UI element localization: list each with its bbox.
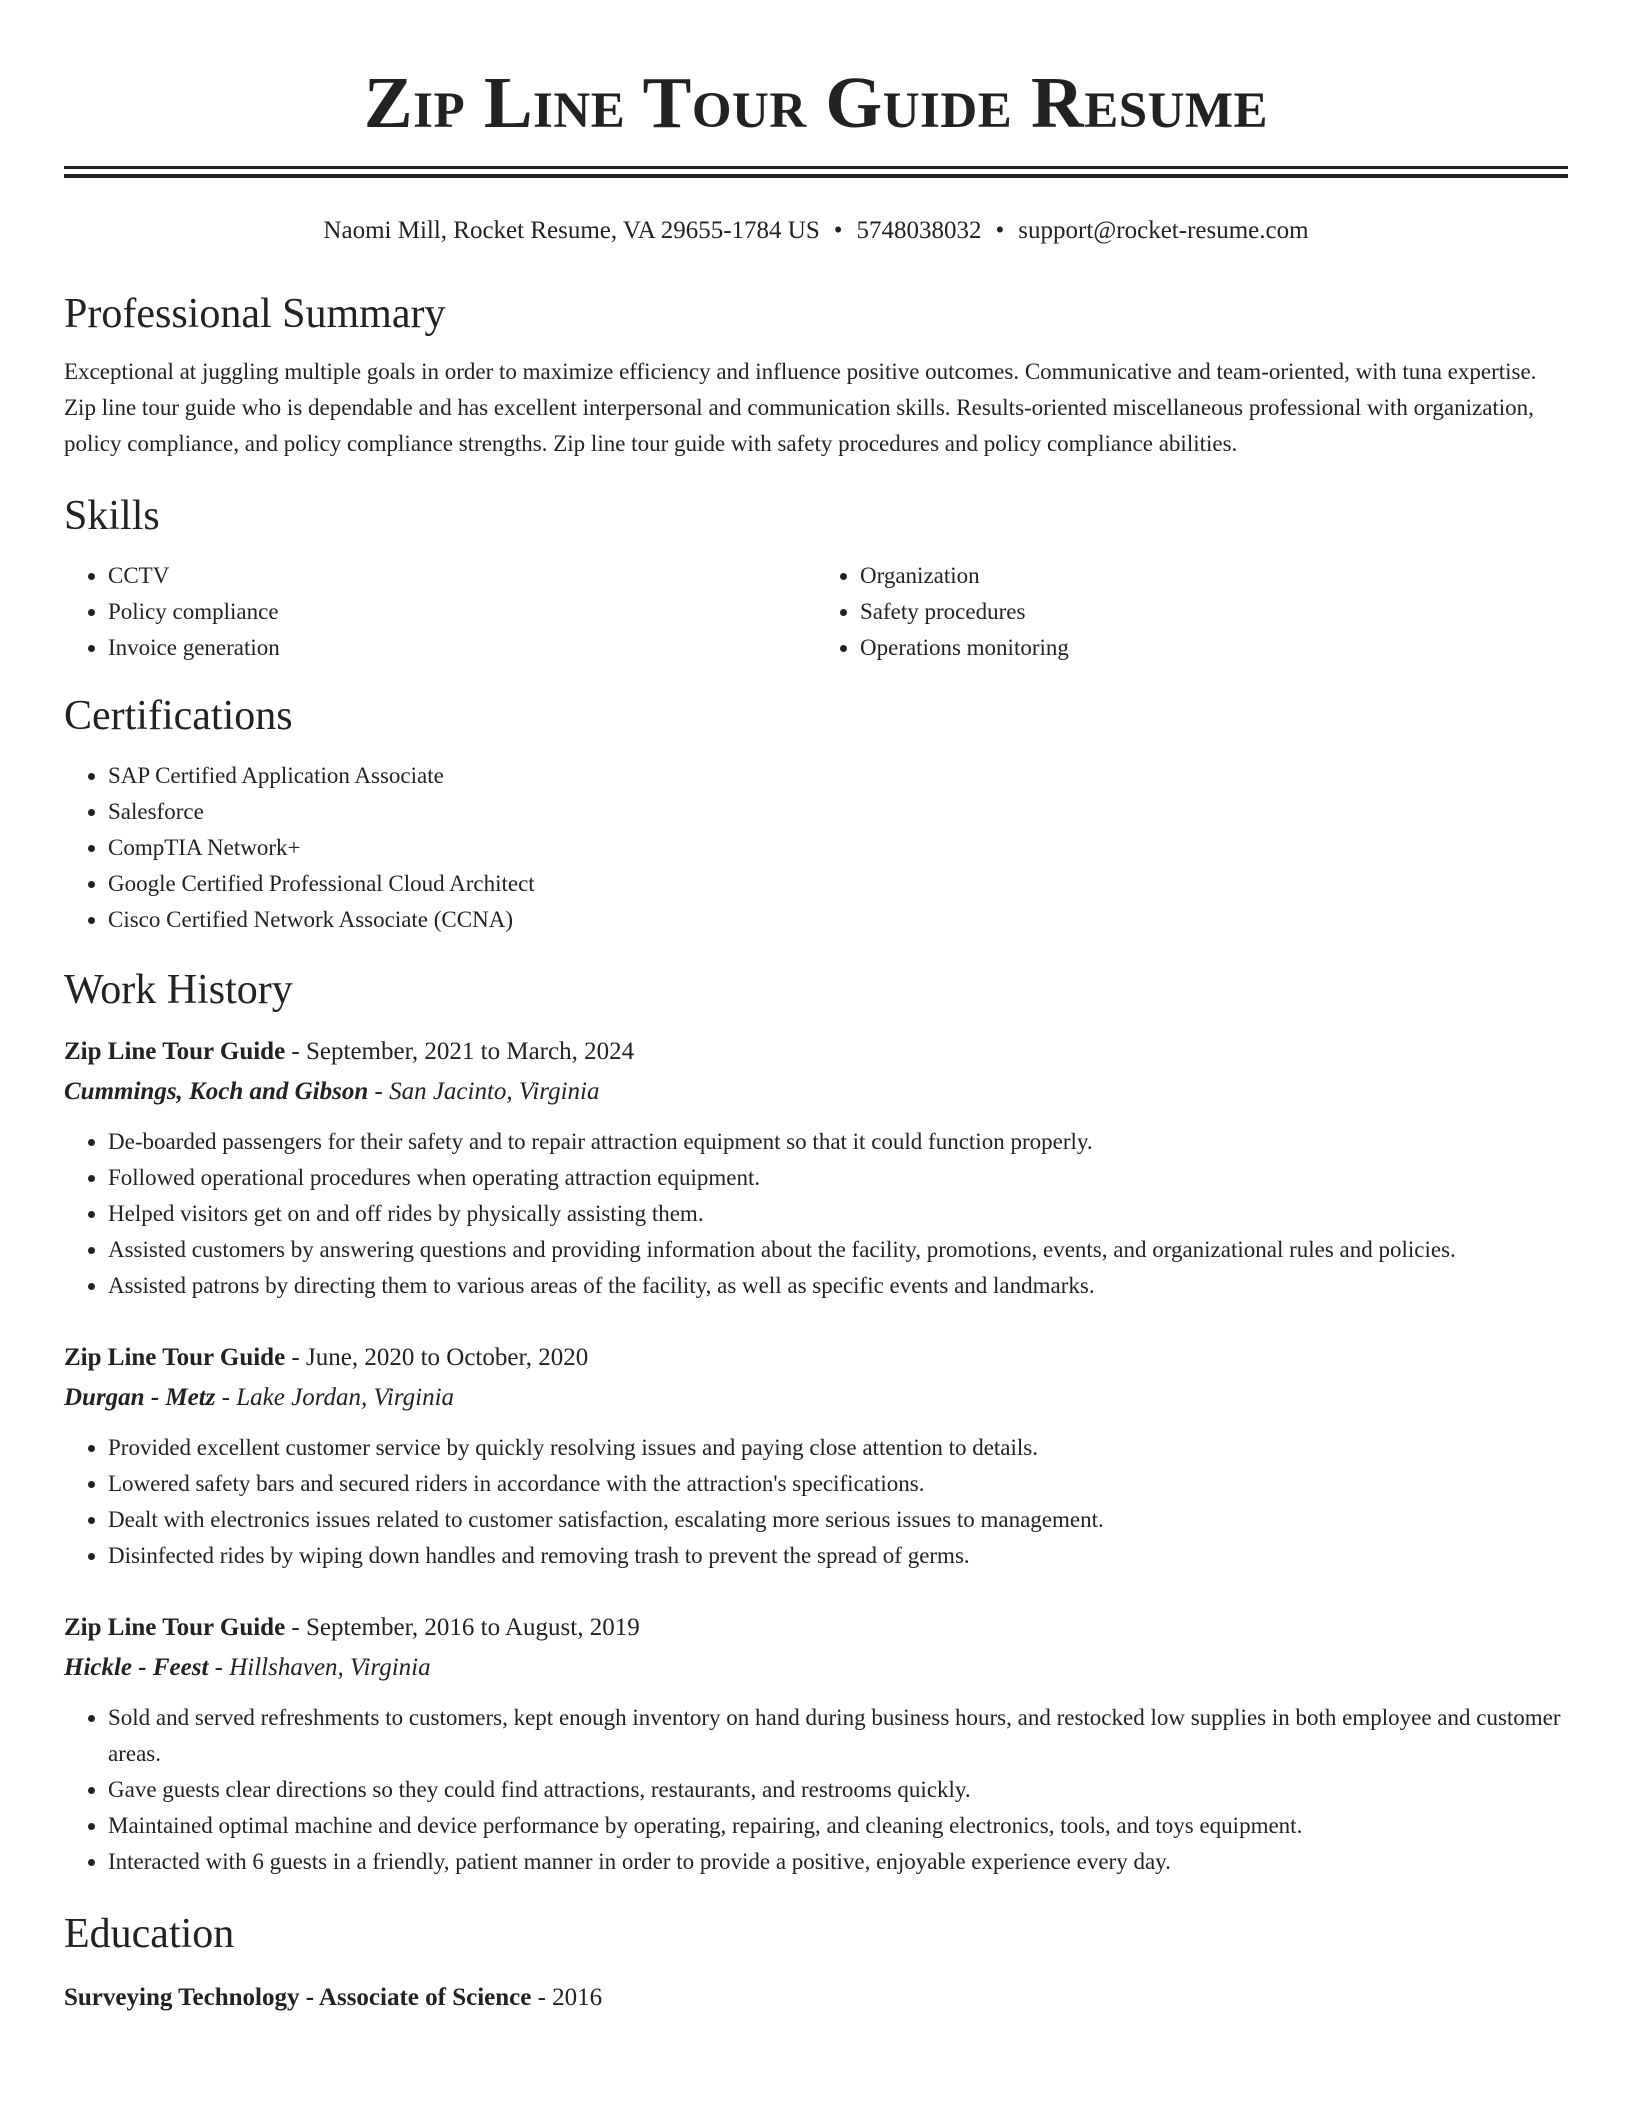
job-bullet: • Gave guests clear directions so they could find attractions, restaurants, and restrooms quickly. [108, 1772, 1568, 1808]
job-title: Zip Line Tour Guide [64, 1038, 286, 1065]
contact-phone: 5748038032 [856, 217, 982, 244]
education-year: - 2016 [531, 1984, 603, 2011]
skill-item: • Invoice generation [108, 630, 816, 666]
job-bullet: • Interacted with 6 guests in a friendly, patient manner in order to provide a positive, enjoyable experience every day. [108, 1844, 1568, 1880]
skill-item: • Operations monitoring [860, 630, 1568, 666]
certifications-list [64, 758, 1568, 938]
job-dates: - September, 2021 to March, 2024 [285, 1038, 635, 1065]
job-bullet: • Lowered safety bars and secured riders in accordance with the attraction's specifications. [108, 1466, 1568, 1502]
certification-item: • CompTIA Network+ [108, 830, 1568, 866]
job-location: - Lake Jordan, Virginia [215, 1384, 455, 1411]
contact-email: support@rocket-resume.com [1018, 217, 1309, 244]
job-title-line [64, 1608, 1568, 1648]
job-title: Zip Line Tour Guide [64, 1344, 286, 1371]
job-company-line [64, 1378, 1568, 1418]
certification-item: • Cisco Certified Network Associate (CCNA) [108, 902, 1568, 938]
skills-list [64, 558, 1568, 666]
education-degree: Surveying Technology - Associate of Science [64, 1984, 532, 2011]
job-bullet: • Provided excellent customer service by quickly resolving issues and paying close attention to details. [108, 1430, 1568, 1466]
job-bullets [64, 1430, 1568, 1574]
title-divider [64, 166, 1568, 178]
summary-text: Exceptional at juggling multiple goals in order to maximize efficiency and influence positive outcomes. Communicative and team-oriented, with tuna expertise. Zip line tour guide who is dependable and has excellent interpersonal and communication skills. Results-oriented miscellaneous professional with organization, policy compliance, and policy compliance strengths. Zip line tour guide with safety procedures and policy compliance abilities. [64, 359, 1537, 456]
job-company: Cummings, Koch and Gibson [64, 1078, 369, 1105]
skill-item: • CCTV [108, 558, 816, 594]
job-bullet: • Dealt with electronics issues related to customer satisfaction, escalating more serious issues to management. [108, 1502, 1568, 1538]
skills-column-left [64, 558, 816, 666]
skills-column-right [816, 558, 1568, 666]
skill-item: • Organization [860, 558, 1568, 594]
contact-line [64, 214, 1568, 248]
education-entry [64, 1978, 1568, 2018]
certifications-heading: Certifications [64, 693, 293, 739]
certification-item: • Google Certified Professional Cloud Architect [108, 866, 1568, 902]
certification-item: • Salesforce [108, 794, 1568, 830]
job-entry [64, 1338, 1568, 1574]
job-bullet: • Disinfected rides by wiping down handles and removing trash to prevent the spread of germs. [108, 1538, 1568, 1574]
job-company-line [64, 1648, 1568, 1688]
job-bullet: • Sold and served refreshments to customers, kept enough inventory on hand during business hours, and restocked low supplies in both employee and customer areas. [108, 1700, 1568, 1772]
job-bullet: • Followed operational procedures when operating attraction equipment. [108, 1160, 1568, 1196]
job-company: Durgan - Metz [64, 1384, 216, 1411]
job-bullet: • Assisted customers by answering questions and providing information about the facility, promotions, events, and organizational rules and policies. [108, 1232, 1568, 1268]
job-location: - Hillshaven, Virginia [208, 1654, 431, 1681]
skills-heading: Skills [64, 493, 160, 539]
job-company-line [64, 1072, 1568, 1112]
job-dates: - September, 2016 to August, 2019 [285, 1614, 640, 1641]
job-bullets [64, 1700, 1568, 1880]
job-bullet: • Maintained optimal machine and device performance by operating, repairing, and cleaning electronics, tools, and toys equipment. [108, 1808, 1568, 1844]
contact-separator: • [995, 217, 1005, 244]
job-entry [64, 1608, 1568, 1880]
job-title-line [64, 1338, 1568, 1378]
job-location: - San Jacinto, Virginia [368, 1078, 600, 1105]
education-heading: Education [64, 1911, 235, 1957]
job-dates: - June, 2020 to October, 2020 [285, 1344, 589, 1371]
job-entry [64, 1032, 1568, 1304]
job-title-line [64, 1032, 1568, 1072]
page-title: Zip Line Tour Guide Resume [363, 62, 1269, 143]
job-company: Hickle - Feest [64, 1654, 209, 1681]
job-bullets [64, 1124, 1568, 1304]
job-bullet: • Assisted patrons by directing them to various areas of the facility, as well as specific events and landmarks. [108, 1268, 1568, 1304]
skill-item: • Policy compliance [108, 594, 816, 630]
certification-item: • SAP Certified Application Associate [108, 758, 1568, 794]
work-history-heading: Work History [64, 967, 293, 1013]
summary-heading: Professional Summary [64, 291, 446, 337]
contact-separator: • [833, 217, 843, 244]
contact-address: Naomi Mill, Rocket Resume, VA 29655-1784 US [323, 217, 820, 244]
job-bullet: • De-boarded passengers for their safety and to repair attraction equipment so that it could function properly. [108, 1124, 1568, 1160]
job-bullet: • Helped visitors get on and off rides by physically assisting them. [108, 1196, 1568, 1232]
skill-item: • Safety procedures [860, 594, 1568, 630]
job-title: Zip Line Tour Guide [64, 1614, 286, 1641]
